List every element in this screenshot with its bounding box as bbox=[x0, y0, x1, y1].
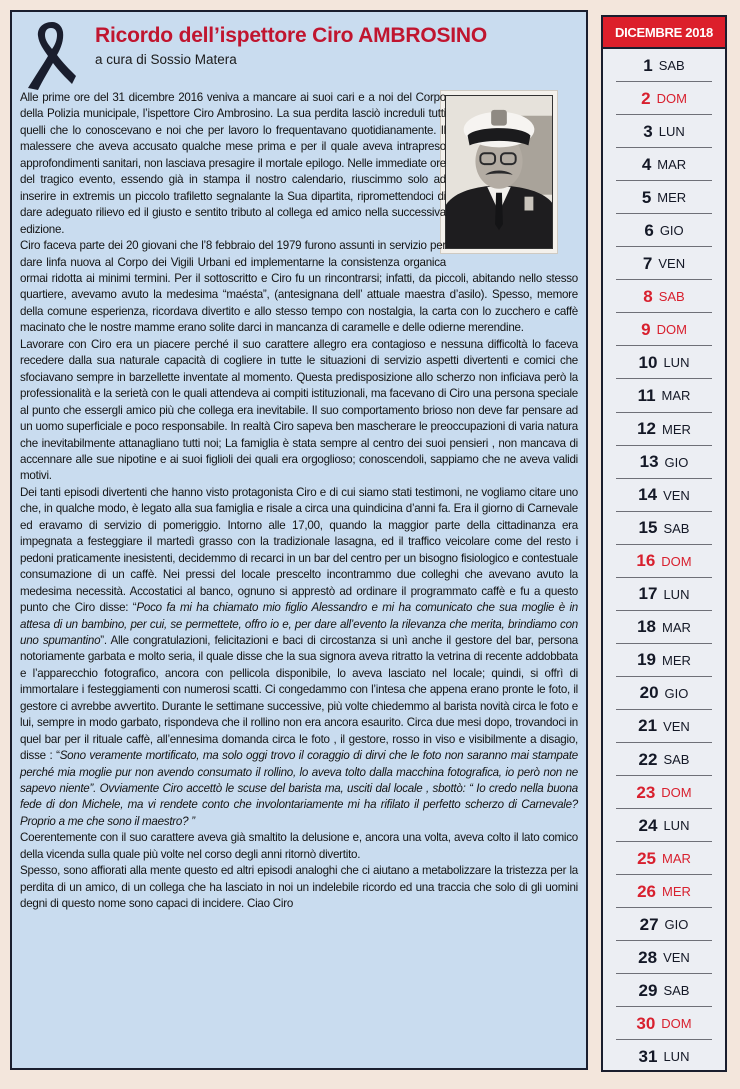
day-of-week: LUN bbox=[663, 1049, 690, 1065]
day-number: 26 bbox=[637, 881, 657, 901]
paragraph-3: Lavorare con Ciro era un piacere perché il suo carattere allegro era contagioso e nessuna difficoltà lo faceva recedere dalla sua naturale capacità di cogliere in tutte le situazioni di servizio aspetti divertenti e comici che sfociavano sempre in barzellette inventate al momento. Questa predisposizione allo scherzo non inficiava però la professionalità e la serietà con le quali attendeva ai compiti istituzionali, ma facevano di Ciro una persona speciale al punto che essergli amico più che collega era inevitabile. Il suo comportamento brioso non deve far pensare ad un uomo superficiale e poco responsabile. In realtà Ciro sapeva ben mascherare le preoccupazioni di varia natura che inevitabilmente attanagliano tutti noi; La famiglia è stata sempre al centro dei suoi pensieri , non mancava di accennare alle sue nipotine e ai suoi figlioli dei quali era orgoglioso; conoscendoli, sappiamo che ne aveva validi motivi. bbox=[20, 337, 578, 483]
calendar-day bbox=[603, 512, 725, 545]
day-of-week: SAB bbox=[663, 520, 690, 536]
day-of-week: GIO bbox=[659, 223, 684, 239]
calendar-day bbox=[603, 214, 725, 247]
calendar-days bbox=[603, 49, 725, 1073]
day-number: 9 bbox=[641, 319, 651, 339]
day-of-week: VEN bbox=[663, 718, 690, 734]
day-number: 18 bbox=[637, 617, 657, 637]
calendar-day bbox=[603, 677, 725, 710]
day-of-week: MER bbox=[662, 652, 691, 668]
day-number: 31 bbox=[638, 1046, 658, 1066]
day-of-week: GIO bbox=[664, 454, 689, 470]
day-number: 13 bbox=[639, 452, 659, 472]
calendar-day bbox=[603, 578, 725, 611]
calendar-strip bbox=[601, 15, 727, 1072]
calendar-day bbox=[603, 413, 725, 446]
paragraph-6: Spesso, sono affiorati alla mente questo ed altri episodi analoghi che ci aiutano a metabolizzare la tristezza per la perdita di un amico, di un collega che ha lasciato in noi un indelebile ricordo ed una traccia che solo di gli uomini degni di questo nome sono capaci di incidere. Ciao Ciro bbox=[20, 864, 578, 911]
day-number: 27 bbox=[639, 914, 659, 934]
day-number: 10 bbox=[638, 352, 658, 372]
day-number: 8 bbox=[643, 286, 653, 306]
day-of-week: GIO bbox=[664, 685, 689, 701]
mourning-ribbon-icon bbox=[26, 20, 76, 92]
calendar-day bbox=[603, 479, 725, 512]
day-number: 29 bbox=[638, 980, 658, 1000]
calendar-day bbox=[603, 148, 725, 181]
day-number: 2 bbox=[641, 88, 651, 108]
paragraph-4-text-a: Dei tanti episodi divertenti che hanno visto protagonista Ciro e di cui siamo stati testimoni, ne vogliamo citare uno che, in qualche modo, è legato alla sua famiglia e risale a circa una quindicina d’anni fa. Era il giorno di Carnevale ed eravamo di servizio di pomeriggio. Intorno alle 17,00, quando la maggior parte della cittadinanza era impegnata a festeggiare il martedì grasso con la tradizionale lasagna, ed il traffico veicolare come del resto i pedoni praticamente inesistenti, decidemmo di recarci in un bar del centro per un bisogno fisiologico e contestuale consumazione di un caffè. Nei pressi del locale prescelto incontrammo due colleghi che avevano avuto la medesima necessità. Accostatici al banco, ognuno si apprestò ad ordinare il programmato caffè e fu a questo punto che Ciro disse: “ bbox=[20, 485, 578, 615]
day-number: 24 bbox=[638, 815, 658, 835]
article-body bbox=[20, 90, 578, 913]
day-number: 17 bbox=[638, 584, 658, 604]
day-of-week: LUN bbox=[663, 355, 690, 371]
day-of-week: DOM bbox=[661, 785, 692, 801]
calendar-day bbox=[603, 346, 725, 379]
day-of-week: LUN bbox=[658, 124, 685, 140]
calendar-day bbox=[603, 809, 725, 842]
calendar-day bbox=[603, 875, 725, 908]
day-number: 3 bbox=[643, 121, 653, 141]
day-of-week: SAB bbox=[658, 58, 685, 74]
day-number: 4 bbox=[641, 154, 652, 174]
day-number: 1 bbox=[643, 55, 653, 75]
day-of-week: LUN bbox=[663, 586, 690, 602]
day-number: 30 bbox=[636, 1013, 656, 1033]
day-of-week: DOM bbox=[656, 322, 687, 338]
day-of-week: MAR bbox=[657, 157, 687, 173]
calendar-day bbox=[603, 82, 725, 115]
calendar-day bbox=[603, 710, 725, 743]
paragraph-2: Ciro faceva parte dei 20 giovani che l’8 febbraio del 1979 furono assunti in servizio per dare linfa nuova al Corpo dei Vigili Urbani ed implementarne la consistenza organica ormai ridotta ai minimi termini. Per il sottoscritto e Ciro fu un rincontrarsi; infatti, da piccoli, abitando nello stesso quartiere, avevamo avuto la medesima “maésta”, (antesignana dell’ attuale maestra d’asilo). Spesso, memore della comune esperienza, ricordava divertito e allo stesso tempo con nostalgia, la carta con lo zucchero e caffè macinato che le nostre mamme erano solite darci in mancanza di caramelle e delle odierne merendine. bbox=[20, 239, 578, 335]
day-number: 28 bbox=[638, 947, 658, 967]
calendar-day bbox=[603, 776, 725, 809]
paragraph-1: Alle prime ore del 31 dicembre 2016 veniva a mancare ai suoi cari e a noi del Corpo della Polizia municipale, l’ispettore Ciro Ambrosino. La sua perdita lasciò increduli tutti quelli che lo conoscevano e noi che per lavoro lo frequentavano quotidianamente. Il malessere che aveva accusato qualche mese prima e per il quale aveva intrapreso approfondimenti sanitari, non lasciava presagire il mortale epilogo. Nelle immediate ore del tragico evento, essendo già in stampa il nostro calendario, riuscimmo solo ad inserire in extremis un piccolo trafiletto segnalante la Sua dipartita, ripromettendoci di dare adeguato rilievo ed il giusto e sentito tributo al collega ed amico nella successiva edizione. bbox=[20, 91, 446, 236]
calendar-day bbox=[603, 974, 725, 1007]
day-number: 21 bbox=[638, 716, 658, 736]
day-of-week: DOM bbox=[661, 553, 692, 569]
calendar-day bbox=[603, 379, 725, 412]
day-number: 22 bbox=[638, 749, 658, 769]
article-byline: a cura di Sossio Matera bbox=[95, 52, 237, 67]
day-number: 25 bbox=[637, 848, 657, 868]
day-number: 19 bbox=[637, 650, 657, 670]
calendar-day bbox=[603, 115, 725, 148]
article-title: Ricordo dell’ispettore Ciro AMBROSINO bbox=[95, 24, 488, 47]
day-number: 6 bbox=[644, 220, 654, 240]
day-number: 5 bbox=[641, 187, 652, 207]
day-of-week: MER bbox=[662, 884, 691, 900]
calendar-day bbox=[603, 908, 725, 941]
calendar-day bbox=[603, 941, 725, 974]
day-number: 20 bbox=[639, 683, 659, 703]
calendar-day bbox=[603, 280, 725, 313]
calendar-day bbox=[603, 842, 725, 875]
calendar-day bbox=[603, 611, 725, 644]
day-of-week: SAB bbox=[658, 289, 685, 305]
day-number: 7 bbox=[642, 253, 653, 273]
day-number: 12 bbox=[637, 419, 657, 439]
day-number: 15 bbox=[638, 518, 658, 538]
calendar-day bbox=[603, 1007, 725, 1040]
calendar-day bbox=[603, 49, 725, 82]
day-of-week: MAR bbox=[661, 388, 691, 404]
day-of-week: VEN bbox=[663, 950, 690, 966]
day-of-week: DOM bbox=[661, 1016, 692, 1032]
calendar-day bbox=[603, 1040, 725, 1073]
day-of-week: VEN bbox=[658, 256, 686, 272]
day-number: 14 bbox=[638, 485, 658, 505]
day-of-week: SAB bbox=[663, 983, 690, 999]
calendar-month-header: DICEMBRE 2018 bbox=[603, 17, 725, 49]
calendar-day bbox=[603, 446, 725, 479]
quote-ciro: Poco fa mi ha chiamato mio figlio Alessandro e mi ha comunicato che sua moglie è in attesa di un bambino, per cui, se permettete, offro io e, per dare all’evento la rilevanza che merita, brindiamo con uno spumantino bbox=[20, 601, 578, 647]
calendar-day bbox=[603, 313, 725, 346]
day-number: 16 bbox=[636, 551, 656, 571]
day-of-week: LUN bbox=[663, 818, 690, 834]
memorial-article bbox=[10, 10, 588, 1070]
day-of-week: GIO bbox=[664, 917, 689, 933]
calendar-day bbox=[603, 644, 725, 677]
paragraph-4-text-b: ”. Alle congratulazioni, felicitazioni e baci di circostanza si unì anche il gestore del bar, persona notoriamente garbata e molto seria, il quale disse che la sua signora aveva ritratto la vetrina di recente addobbata e l’apparecchio fotografico, ancora con pellicola disponibile, lo aveva lasciato nel locale; quindi, si offrì di immortalare i festeggiamenti con numerosi scatti. Ci congedammo con l’intesa che appena erano pronte le foto, il gestore ci avrebbe avvertito. Durante le settimane successive, più volte chiedemmo al barista novità circa le foto e lui, sempre in modo garbato, rispondeva che il rollino non era ancora esaurito. Circa due mesi dopo, trovandoci in quel bar per il rituale caffè, all’ennesima domanda circa le foto , il gestore, rosso in viso e visibilmente a disagio, disse : “ bbox=[20, 633, 578, 763]
day-of-week: MER bbox=[657, 190, 687, 206]
day-of-week: MAR bbox=[662, 619, 691, 635]
quote-gestore: Sono veramente mortificato, ma solo oggi trovo il coraggio di dirvi che le foto non saranno mai stampate perché mia moglie pur non avendo consumato il rollino, lo aveva tolto dalla macchina fotografica, io però non ne sapevo niente”. Ovviamente Ciro accettò le scuse del barista ma, usciti dal locale , sbottò: “ Io credo nella buona fede di don Michele, ma vi rendete conto che involontariamente mi ha rifilato il perfetto scherzo di Carnevale? Proprio a me che sono il maestro? ” bbox=[20, 749, 578, 828]
day-of-week: VEN bbox=[663, 487, 690, 503]
day-of-week: MER bbox=[662, 421, 691, 437]
day-of-week: MAR bbox=[662, 851, 691, 867]
day-of-week: SAB bbox=[663, 752, 690, 767]
calendar-day bbox=[603, 247, 725, 280]
paragraph-5: Coerentemente con il suo carattere aveva già smaltito la delusione e, ancora una volta, aveva colto il lato comico della vicenda sulla quale più volte nel corso degli anni ritornò divertito. bbox=[20, 831, 578, 861]
paragraph-4 bbox=[20, 485, 578, 831]
calendar-day bbox=[603, 743, 725, 776]
day-number: 11 bbox=[637, 385, 656, 405]
day-number: 23 bbox=[636, 782, 656, 802]
calendar-day bbox=[603, 545, 725, 578]
photo-spacer bbox=[446, 90, 578, 256]
day-of-week: DOM bbox=[656, 91, 687, 107]
calendar-day bbox=[603, 181, 725, 214]
